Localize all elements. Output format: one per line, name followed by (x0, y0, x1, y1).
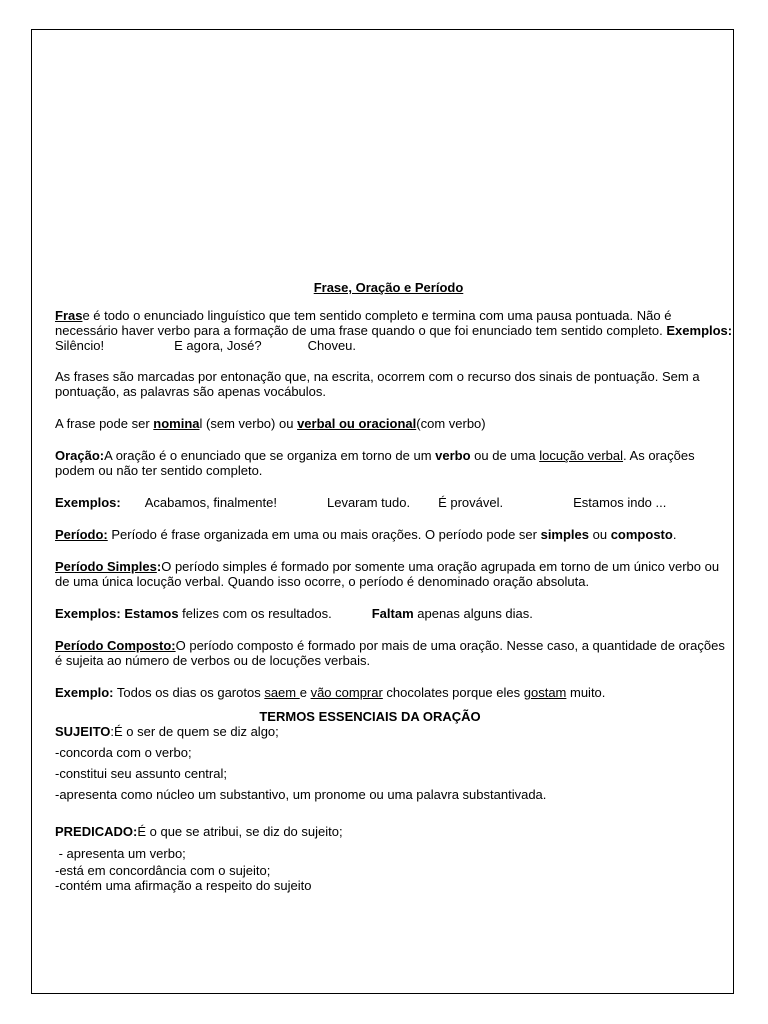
nominal-term: nomina (153, 416, 200, 431)
periodo-composto-paragraph (55, 638, 735, 668)
frase-example-1: Silêncio! (55, 338, 105, 353)
sujeito-label: SUJEITO (55, 724, 111, 739)
exemplos-simples-a: felizes com os resultados. (178, 606, 332, 621)
exemplos-simples-label: Exemplos: Estamos (55, 606, 179, 621)
vao-comprar-term: vão comprar (310, 685, 383, 700)
saem-term: saem (264, 685, 300, 700)
document-body (55, 280, 735, 893)
periodo-simples-label: Período Simples (55, 559, 157, 574)
frase-pode-a: A frase pode ser (55, 416, 154, 431)
frase-term: Fras (55, 308, 83, 323)
exemplos-simples-line (55, 606, 735, 621)
periodo-composto-label: Período Composto: (55, 638, 176, 653)
exemplos-oracao-label: Exemplos: (55, 495, 121, 510)
predicado-line (55, 824, 735, 839)
verbo-term: verbo (435, 448, 471, 463)
periodo-paragraph (55, 527, 735, 542)
periodo-composto-text: O período composto é formado por mais de uma oração. Nesse caso, a quantidade de orações é sujeita ao número de verbos ou de locuções verbais. (55, 638, 725, 668)
sujeito-text: :É o ser de quem se diz algo; (110, 724, 279, 739)
exemplo-oracao-3: É provável. (438, 495, 504, 510)
frase-examples-label: Exemplos: (666, 323, 733, 338)
oracao-b: ou de uma (470, 448, 540, 463)
predicado-item: - apresenta um verbo; (55, 846, 186, 861)
document-title: Frase, Oração e Período (313, 280, 464, 295)
gostam-term: gostam (523, 685, 567, 700)
frase-pode-c: (com verbo) (416, 416, 486, 431)
faltam-term: Faltam (371, 606, 414, 621)
sujeito-item: -apresenta como núcleo um substantivo, um pronome ou uma palavra substantivada. (55, 787, 547, 802)
exemplo-oracao-4: Estamos indo ... (573, 495, 667, 510)
predicado-item: -está em concordância com o sujeito; (55, 863, 271, 878)
periodo-c: . (672, 527, 677, 542)
exemplo-composto-label: Exemplo: (55, 685, 114, 700)
exemplo-composto-line (55, 685, 735, 700)
predicado-text: É o que se atribui, se diz do sujeito; (137, 824, 343, 839)
frase-pode-paragraph (55, 416, 735, 431)
frases-marcadas-paragraph: As frases são marcadas por entonação que, na escrita, ocorrem com o recurso dos sinais de pontuação. Sem a pontuação, as palavras são apenas vocábulos. (55, 369, 700, 399)
frase-example-2: E agora, José? (174, 338, 262, 353)
periodo-b: ou (589, 527, 611, 542)
frase-paragraph (55, 308, 735, 353)
exemplo-oracao-1: Acabamos, finalmente! (144, 495, 277, 510)
exemplo-composto-b: e (299, 685, 311, 700)
sujeito-item: -constitui seu assunto central; (55, 766, 227, 781)
frase-text: e é todo o enunciado linguístico que tem sentido completo e termina com uma pausa pontuada. Não é necessário haver verbo para a formação de uma frase quando o que foi enunciado tem sentido completo. (55, 308, 672, 338)
exemplo-oracao-2: Levaram tudo. (326, 495, 411, 510)
predicado-item: -contém uma afirmação a respeito do sujeito (55, 878, 312, 893)
verbal-term: verbal ou oracional (297, 416, 417, 431)
locucao-term: locução verbal (539, 448, 624, 463)
exemplo-composto-a: Todos os dias os garotos (113, 685, 265, 700)
periodo-label: Período: (55, 527, 108, 542)
oracao-label: Oração: (55, 448, 105, 463)
frase-example-3: Choveu. (307, 338, 357, 353)
exemplo-composto-c: chocolates porque eles (382, 685, 524, 700)
sujeito-line (55, 724, 735, 739)
periodo-a: Período é frase organizada em uma ou mais orações. O período pode ser (107, 527, 541, 542)
composto-term: composto (610, 527, 673, 542)
predicado-label: PREDICADO: (55, 824, 138, 839)
oracao-paragraph (55, 448, 735, 478)
oracao-a: A oração é o enunciado que se organiza em torno de um (104, 448, 436, 463)
exemplos-simples-b: apenas alguns dias. (413, 606, 533, 621)
periodo-simples-paragraph (55, 559, 735, 589)
oracao-c: . As orações podem ou não ter sentido completo. (55, 448, 695, 478)
sujeito-item: -concorda com o verbo; (55, 745, 192, 760)
periodo-simples-colon: : (156, 559, 162, 574)
simples-term: simples (540, 527, 590, 542)
exemplo-composto-d: muito. (566, 685, 606, 700)
periodo-simples-text: O período simples é formado por somente uma oração agrupada em torno de um único verbo ou de uma única locução verbal. Quando isso ocorre, o período é denominado oração absoluta. (55, 559, 720, 589)
frase-pode-b: l (sem verbo) ou (199, 416, 298, 431)
termos-section-title: TERMOS ESSENCIAIS DA ORAÇÃO (259, 709, 481, 724)
exemplos-oracao-line (55, 495, 735, 510)
